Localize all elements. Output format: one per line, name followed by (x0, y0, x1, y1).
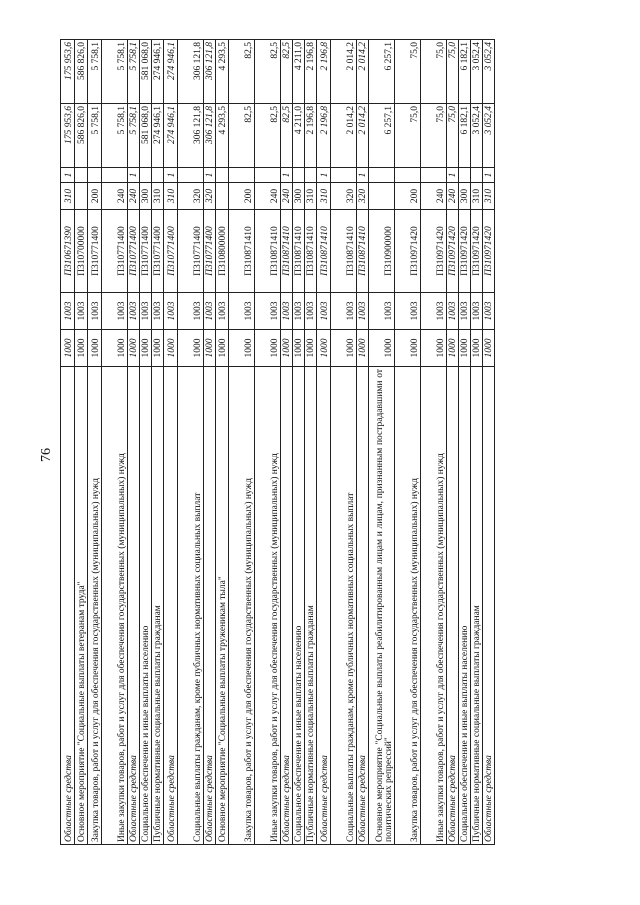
section-code: 1000 (255, 330, 281, 367)
section-code: 1000 (281, 330, 293, 367)
row-name: Социальное обеспечение и иные выплаты населению (140, 367, 152, 845)
amount-year-2: 5 758,1 (88, 40, 102, 104)
source-code: 1 (128, 168, 140, 183)
row-name: Областные средства (317, 367, 331, 845)
amount-year-2: 75,0 (447, 40, 459, 104)
target-article-code: П310971420 (459, 210, 471, 293)
amount-year-1: 586 826,0 (75, 104, 88, 168)
subsection-code: 1003 (395, 293, 421, 330)
subsection-code: 1003 (447, 293, 459, 330)
expense-type-code: 320 (331, 183, 357, 210)
amount-year-2: 2 196,8 (305, 40, 317, 104)
amount-year-2: 306 121,8 (204, 40, 216, 104)
section-code: 1000 (293, 330, 305, 367)
table-row (152, 40, 164, 845)
section-code: 1000 (459, 330, 471, 367)
amount-year-2: 5 758,1 (102, 40, 128, 104)
expense-type-code: 200 (88, 183, 102, 210)
source-code (421, 168, 447, 183)
section-code: 1000 (88, 330, 102, 367)
target-article-code: П310771400 (140, 210, 152, 293)
table-row (305, 40, 317, 845)
row-name: Иные закупки товаров, работ и услуг для обеспечения государственных (муниципальных) нужд (421, 367, 447, 845)
source-code: 1 (204, 168, 216, 183)
source-code (255, 168, 281, 183)
expense-type-code: 240 (281, 183, 293, 210)
amount-year-1: 2 196,8 (305, 104, 317, 168)
amount-year-2: 75,0 (421, 40, 447, 104)
section-code: 1000 (471, 330, 483, 367)
source-code (331, 168, 357, 183)
row-name: Областные средства (357, 367, 369, 845)
table-row (255, 40, 281, 845)
row-name: Областные средства (447, 367, 459, 845)
source-code (140, 168, 152, 183)
table-row (128, 40, 140, 845)
target-article-code: П310771400 (178, 210, 204, 293)
source-code (178, 168, 204, 183)
amount-year-1: 306 121,8 (204, 104, 216, 168)
table-row (164, 40, 178, 845)
source-code: 1 (164, 168, 178, 183)
amount-year-1: 5 758,1 (128, 104, 140, 168)
table-row (88, 40, 102, 845)
row-name: Основное мероприятие "Социальные выплаты реабилитированным лицам и лицам, признанным пострадавшими от политических репрессий" (369, 367, 395, 845)
amount-year-2: 175 953,6 (61, 40, 75, 104)
subsection-code: 1003 (88, 293, 102, 330)
expense-type-code: 310 (61, 183, 75, 210)
subsection-code: 1003 (164, 293, 178, 330)
amount-year-1: 3 052,4 (471, 104, 483, 168)
target-article-code: П310771400 (164, 210, 178, 293)
table-row (369, 40, 395, 845)
expense-type-code: 300 (459, 183, 471, 210)
row-name: Публичные нормативные социальные выплаты гражданам (152, 367, 164, 845)
expense-type-code: 240 (128, 183, 140, 210)
section-code: 1000 (483, 330, 495, 367)
target-article-code: П310771400 (102, 210, 128, 293)
row-name: Социальные выплаты гражданам, кроме публичных нормативных социальных выплат (331, 367, 357, 845)
table-row (421, 40, 447, 845)
target-article-code: П310971420 (471, 210, 483, 293)
source-code: 1 (483, 168, 495, 183)
section-code: 1000 (369, 330, 395, 367)
amount-year-2: 4 293,5 (216, 40, 229, 104)
expense-type-code: 320 (357, 183, 369, 210)
amount-year-2: 274 946,1 (152, 40, 164, 104)
subsection-code: 1003 (102, 293, 128, 330)
amount-year-1: 2 014,2 (357, 104, 369, 168)
subsection-code: 1003 (293, 293, 305, 330)
subsection-code: 1003 (128, 293, 140, 330)
table-row (281, 40, 293, 845)
subsection-code: 1003 (281, 293, 293, 330)
subsection-code: 1003 (204, 293, 216, 330)
subsection-code: 1003 (459, 293, 471, 330)
target-article-code: П310871410 (305, 210, 317, 293)
section-code: 1000 (140, 330, 152, 367)
amount-year-1: 581 068,0 (140, 104, 152, 168)
section-code: 1000 (229, 330, 255, 367)
expense-type-code: 200 (395, 183, 421, 210)
amount-year-2: 3 052,4 (471, 40, 483, 104)
amount-year-1: 75,0 (447, 104, 459, 168)
amount-year-1: 306 121,8 (178, 104, 204, 168)
section-code: 1000 (152, 330, 164, 367)
subsection-code: 1003 (305, 293, 317, 330)
row-name: Основное мероприятие "Социальные выплаты труженикам тыла" (216, 367, 229, 845)
row-name: Областные средства (61, 367, 75, 845)
expense-type-code: 240 (447, 183, 459, 210)
expense-type-code: 310 (164, 183, 178, 210)
table-row (483, 40, 495, 845)
table-row (229, 40, 255, 845)
expense-type-code: 240 (421, 183, 447, 210)
amount-year-2: 274 946,1 (164, 40, 178, 104)
row-name: Областные средства (483, 367, 495, 845)
section-code: 1000 (128, 330, 140, 367)
amount-year-2: 581 068,0 (140, 40, 152, 104)
amount-year-1: 75,0 (421, 104, 447, 168)
section-code: 1000 (447, 330, 459, 367)
table-body (61, 40, 495, 845)
target-article-code: П310900000 (369, 210, 395, 293)
row-name: Публичные нормативные социальные выплаты гражданам (305, 367, 317, 845)
amount-year-2: 2 014,2 (331, 40, 357, 104)
target-article-code: П310771400 (152, 210, 164, 293)
source-code (88, 168, 102, 183)
amount-year-1: 82,5 (281, 104, 293, 168)
source-code (293, 168, 305, 183)
subsection-code: 1003 (178, 293, 204, 330)
amount-year-1: 2 014,2 (331, 104, 357, 168)
expense-type-code (75, 183, 88, 210)
source-code (102, 168, 128, 183)
source-code (152, 168, 164, 183)
source-code: 1 (281, 168, 293, 183)
target-article-code: П310800000 (216, 210, 229, 293)
amount-year-2: 5 758,1 (128, 40, 140, 104)
row-name: Социальное обеспечение и иные выплаты населению (459, 367, 471, 845)
target-article-code: П310871410 (317, 210, 331, 293)
subsection-code: 1003 (229, 293, 255, 330)
section-code: 1000 (216, 330, 229, 367)
subsection-code: 1003 (421, 293, 447, 330)
source-code (471, 168, 483, 183)
row-name: Закупка товаров, работ и услуг для обеспечения государственных (муниципальных) нужд (229, 367, 255, 845)
amount-year-1: 4 211,0 (293, 104, 305, 168)
source-code (305, 168, 317, 183)
amount-year-1: 6 182,1 (459, 104, 471, 168)
table-row (395, 40, 421, 845)
expense-type-code: 310 (152, 183, 164, 210)
source-code: 1 (61, 168, 75, 183)
subsection-code: 1003 (357, 293, 369, 330)
expense-type-code (369, 183, 395, 210)
row-name: Областные средства (281, 367, 293, 845)
expense-type-code: 310 (483, 183, 495, 210)
subsection-code: 1003 (483, 293, 495, 330)
subsection-code: 1003 (140, 293, 152, 330)
amount-year-2: 82,5 (229, 40, 255, 104)
target-article-code: П310771400 (128, 210, 140, 293)
target-article-code: П310871410 (331, 210, 357, 293)
row-name: Областные средства (164, 367, 178, 845)
amount-year-2: 6 182,1 (459, 40, 471, 104)
target-article-code: П310700000 (75, 210, 88, 293)
expense-type-code: 320 (204, 183, 216, 210)
section-code: 1000 (421, 330, 447, 367)
table-row (61, 40, 75, 845)
amount-year-1: 5 758,1 (102, 104, 128, 168)
expense-type-code: 240 (255, 183, 281, 210)
target-article-code: П310771400 (204, 210, 216, 293)
amount-year-2: 82,5 (255, 40, 281, 104)
amount-year-1: 82,5 (229, 104, 255, 168)
target-article-code: П310871410 (255, 210, 281, 293)
amount-year-2: 82,5 (281, 40, 293, 104)
target-article-code: П310771400 (88, 210, 102, 293)
row-name: Основное мероприятие "Социальные выплаты ветеранам труда" (75, 367, 88, 845)
expense-type-code: 310 (471, 183, 483, 210)
row-name: Областные средства (128, 367, 140, 845)
expense-type-code: 310 (305, 183, 317, 210)
subsection-code: 1003 (317, 293, 331, 330)
section-code: 1000 (305, 330, 317, 367)
subsection-code: 1003 (61, 293, 75, 330)
rotated-page (60, 40, 580, 845)
section-code: 1000 (61, 330, 75, 367)
target-article-code: П310971420 (395, 210, 421, 293)
subsection-code: 1003 (152, 293, 164, 330)
table-row (471, 40, 483, 845)
expense-type-code: 300 (293, 183, 305, 210)
amount-year-1: 274 946,1 (152, 104, 164, 168)
amount-year-1: 175 953,6 (61, 104, 75, 168)
source-code (229, 168, 255, 183)
source-code (395, 168, 421, 183)
table-row (140, 40, 152, 845)
table-row (293, 40, 305, 845)
subsection-code: 1003 (471, 293, 483, 330)
amount-year-1: 75,0 (395, 104, 421, 168)
expense-type-code: 320 (178, 183, 204, 210)
source-code: 1 (357, 168, 369, 183)
table-row (317, 40, 331, 845)
amount-year-1: 4 293,5 (216, 104, 229, 168)
row-name: Публичные нормативные социальные выплаты гражданам (471, 367, 483, 845)
expense-type-code: 300 (140, 183, 152, 210)
section-code: 1000 (317, 330, 331, 367)
amount-year-1: 274 946,1 (164, 104, 178, 168)
section-code: 1000 (164, 330, 178, 367)
subsection-code: 1003 (369, 293, 395, 330)
table-row (331, 40, 357, 845)
row-name: Социальные выплаты гражданам, кроме публичных нормативных социальных выплат (178, 367, 204, 845)
amount-year-2: 75,0 (395, 40, 421, 104)
subsection-code: 1003 (255, 293, 281, 330)
row-name: Областные средства (204, 367, 216, 845)
table-row (178, 40, 204, 845)
subsection-code: 1003 (216, 293, 229, 330)
row-name: Иные закупки товаров, работ и услуг для обеспечения государственных (муниципальных) нужд (255, 367, 281, 845)
amount-year-1: 82,5 (255, 104, 281, 168)
expense-type-code (216, 183, 229, 210)
section-code: 1000 (102, 330, 128, 367)
section-code: 1000 (75, 330, 88, 367)
amount-year-2: 4 211,0 (293, 40, 305, 104)
amount-year-2: 2 196,8 (317, 40, 331, 104)
table-row (357, 40, 369, 845)
source-code: 1 (317, 168, 331, 183)
source-code (216, 168, 229, 183)
section-code: 1000 (331, 330, 357, 367)
section-code: 1000 (357, 330, 369, 367)
section-code: 1000 (204, 330, 216, 367)
amount-year-2: 306 121,8 (178, 40, 204, 104)
target-article-code: П310871410 (229, 210, 255, 293)
table-row (216, 40, 229, 845)
amount-year-1: 2 196,8 (317, 104, 331, 168)
subsection-code: 1003 (75, 293, 88, 330)
section-code: 1000 (395, 330, 421, 367)
target-article-code: П310871410 (357, 210, 369, 293)
budget-table (60, 39, 495, 845)
amount-year-2: 2 014,2 (357, 40, 369, 104)
table-row (459, 40, 471, 845)
amount-year-2: 3 052,4 (483, 40, 495, 104)
table-row (102, 40, 128, 845)
target-article-code: П310971420 (421, 210, 447, 293)
section-code: 1000 (178, 330, 204, 367)
target-article-code: П310671390 (61, 210, 75, 293)
source-code: 1 (447, 168, 459, 183)
table-row (447, 40, 459, 845)
target-article-code: П310871410 (281, 210, 293, 293)
table-row (204, 40, 216, 845)
row-name: Иные закупки товаров, работ и услуг для обеспечения государственных (муниципальных) нужд (102, 367, 128, 845)
amount-year-2: 586 826,0 (75, 40, 88, 104)
amount-year-1: 6 257,1 (369, 104, 395, 168)
expense-type-code: 200 (229, 183, 255, 210)
subsection-code: 1003 (331, 293, 357, 330)
target-article-code: П310971420 (483, 210, 495, 293)
table-row (75, 40, 88, 845)
source-code (369, 168, 395, 183)
expense-type-code: 310 (317, 183, 331, 210)
expense-type-code: 240 (102, 183, 128, 210)
amount-year-1: 3 052,4 (483, 104, 495, 168)
target-article-code: П310871410 (293, 210, 305, 293)
row-name: Социальное обеспечение и иные выплаты населению (293, 367, 305, 845)
row-name: Закупка товаров, работ и услуг для обеспечения государственных (муниципальных) нужд (88, 367, 102, 845)
amount-year-1: 5 758,1 (88, 104, 102, 168)
source-code (459, 168, 471, 183)
target-article-code: П310971420 (447, 210, 459, 293)
row-name: Закупка товаров, работ и услуг для обеспечения государственных (муниципальных) нужд (395, 367, 421, 845)
amount-year-2: 6 257,1 (369, 40, 395, 104)
page-number: 76 (39, 448, 54, 462)
source-code (75, 168, 88, 183)
